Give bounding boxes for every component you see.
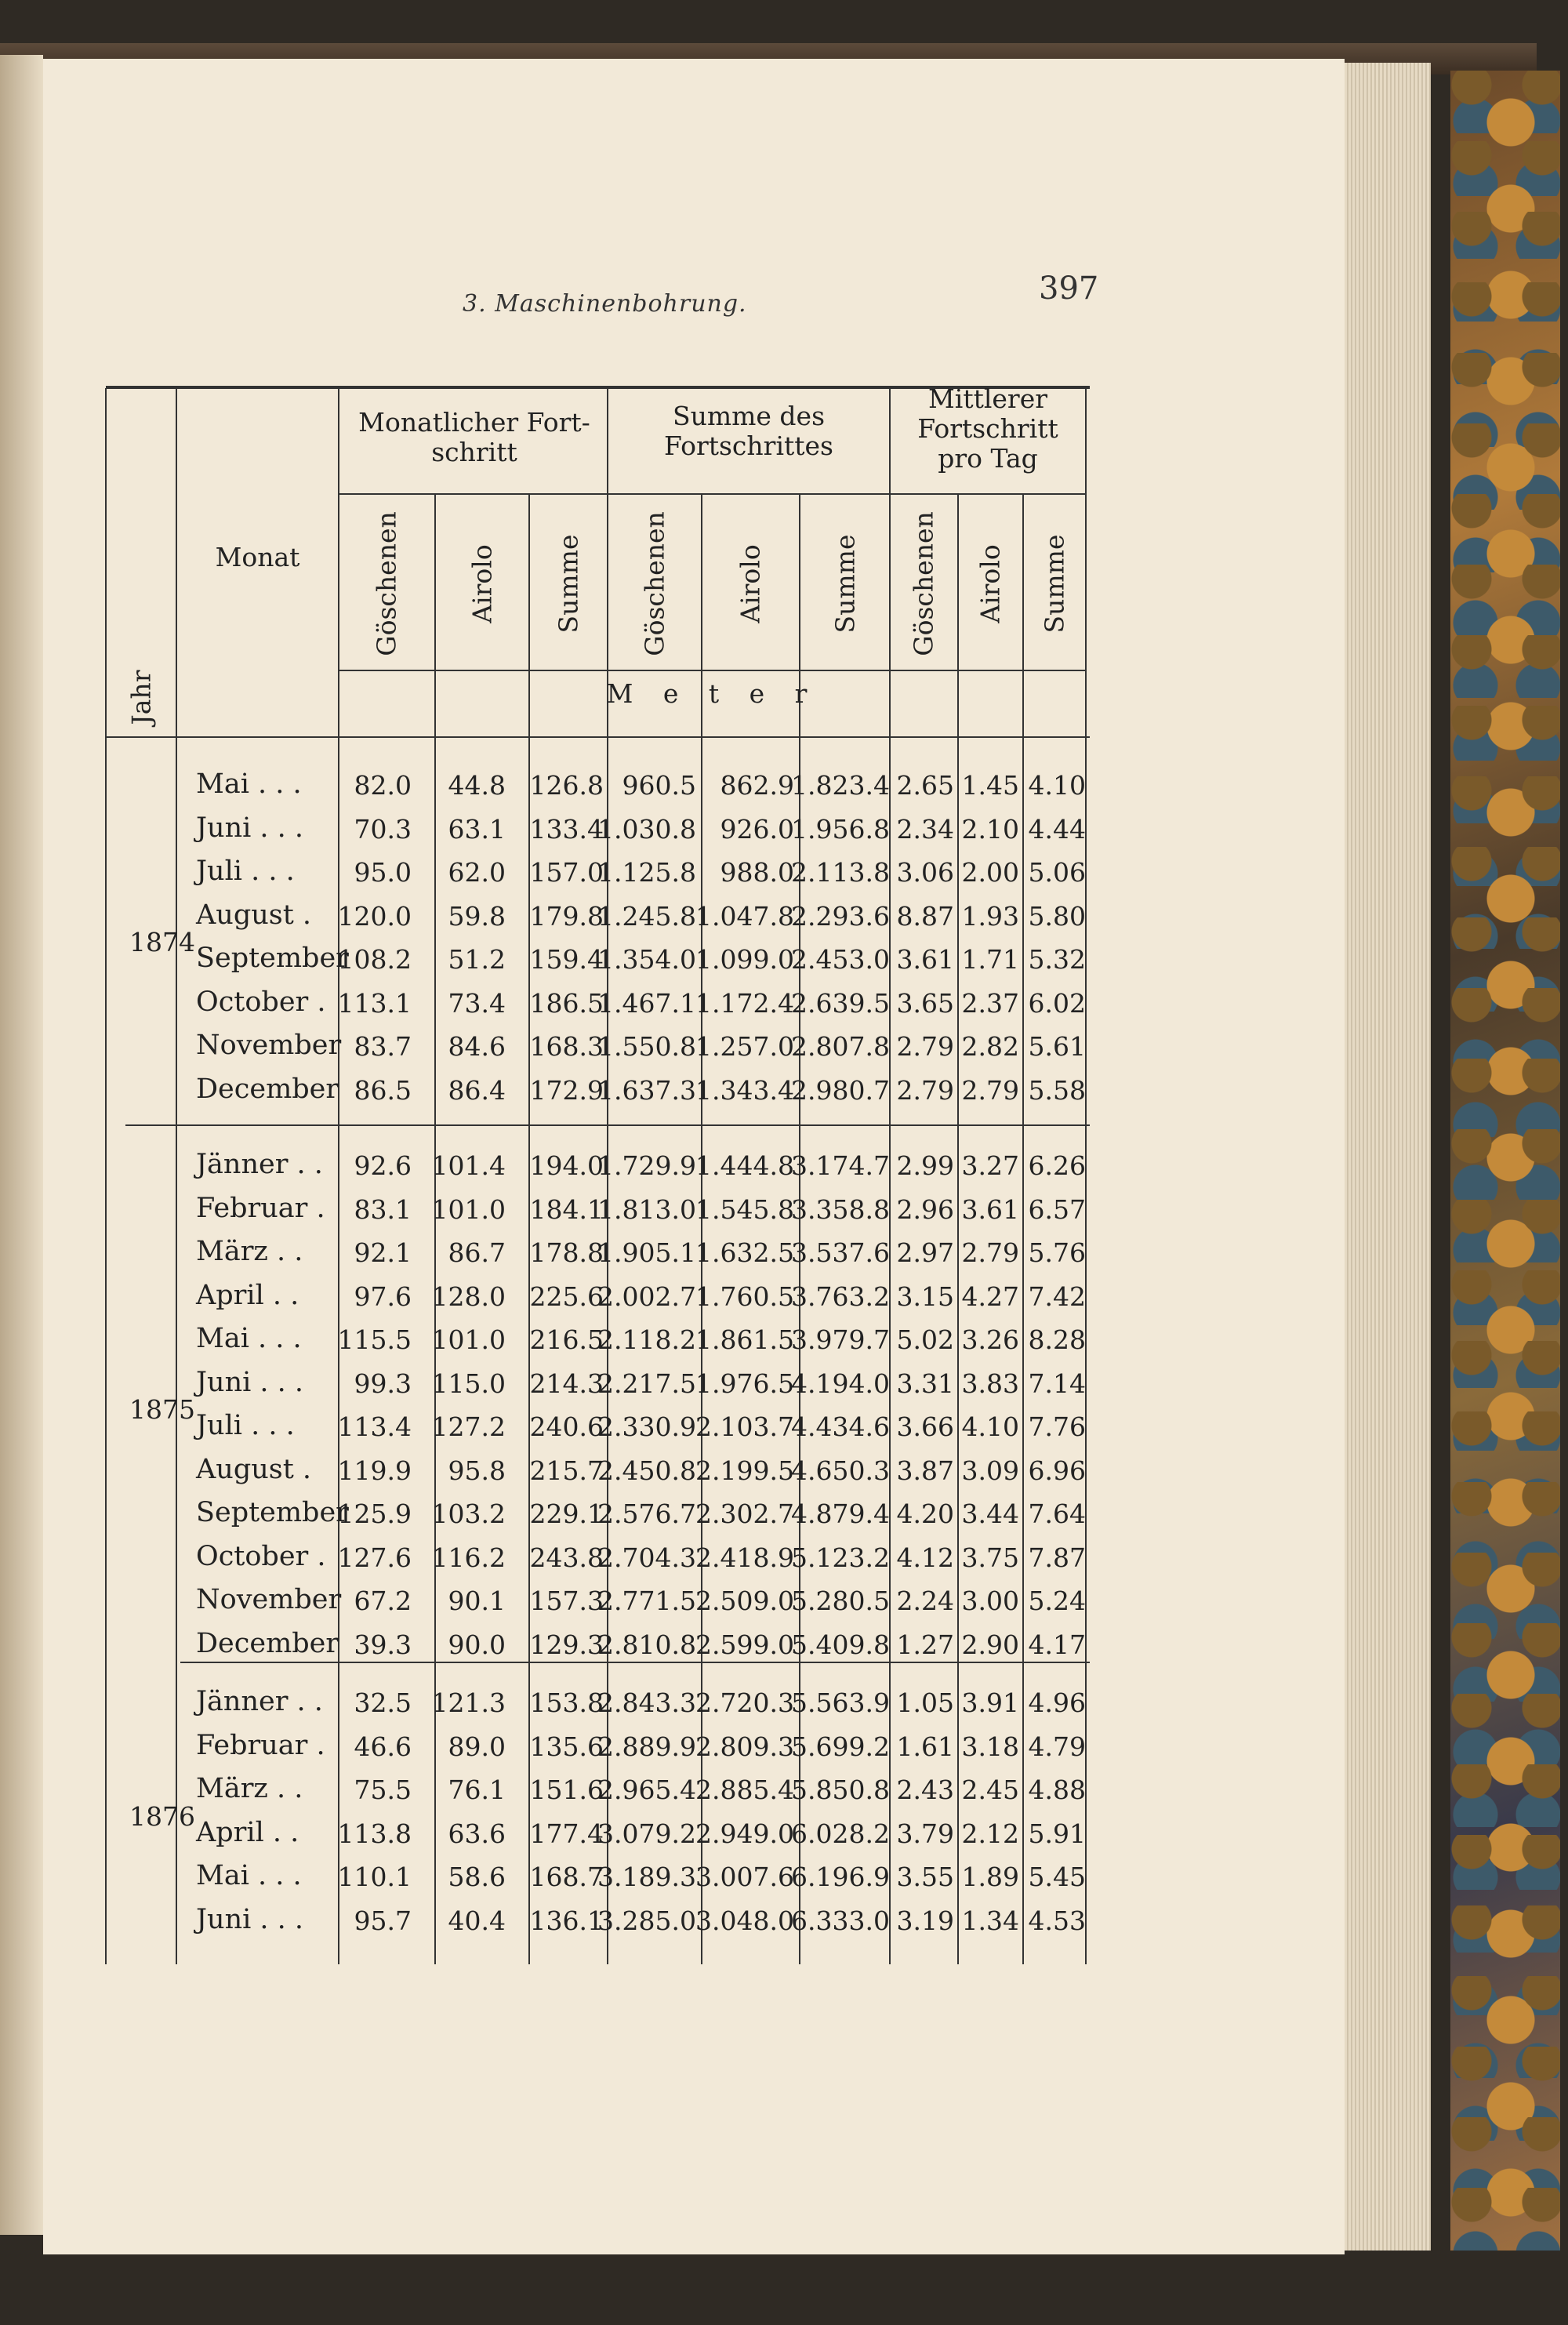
table-cell: 1.93 (961, 900, 1019, 932)
table-cell: 1.545.8 (695, 1193, 794, 1225)
table-cell: 2.79 (961, 1237, 1019, 1268)
table-cell: 7.76 (1028, 1411, 1086, 1442)
table-cell: 6.028.2 (791, 1818, 890, 1849)
table-cell: 5.76 (1028, 1237, 1086, 1268)
subheader-8: Summe (1039, 534, 1070, 634)
table-cell: 115.5 (337, 1324, 412, 1355)
table-cell: 926.0 (720, 813, 794, 845)
table-cell: 2.24 (896, 1586, 954, 1616)
table-cell: 1.637.3 (597, 1074, 696, 1106)
month-label: Februar . (196, 1729, 325, 1761)
table-cell: 2.639.5 (791, 987, 890, 1019)
table-cell: 4.10 (1028, 770, 1086, 801)
table-cell: 3.31 (896, 1368, 954, 1399)
subheader-3: Göschenen (639, 511, 670, 656)
table-cell: 127.6 (337, 1542, 412, 1573)
table-cell: 5.91 (1028, 1818, 1086, 1849)
table-cell: 103.2 (431, 1499, 506, 1529)
table-cell: 1.976.5 (695, 1368, 794, 1399)
table-cell: 2.807.8 (791, 1031, 890, 1062)
table-cell: 4.434.6 (791, 1411, 890, 1442)
table-cell: 2.34 (896, 813, 954, 845)
table-cell: 3.00 (961, 1586, 1019, 1616)
table-cell: 3.91 (961, 1687, 1019, 1718)
table-cell: 2.90 (961, 1629, 1019, 1660)
table-cell: 5.06 (1028, 857, 1086, 888)
table-cell: 4.27 (961, 1281, 1019, 1312)
table-cell: 229.1 (529, 1499, 604, 1529)
table-cell: 1.172.4 (695, 987, 794, 1019)
table-cell: 6.02 (1028, 987, 1086, 1019)
month-label: Juni . . . (196, 812, 304, 844)
table-cell: 1.047.8 (695, 900, 794, 932)
table-cell: 1.823.4 (791, 770, 890, 801)
table-cell: 4.12 (896, 1542, 954, 1573)
table-cell: 5.850.8 (791, 1775, 890, 1805)
table-cell: 1.760.5 (695, 1281, 794, 1312)
table-cell: 2.293.6 (791, 900, 890, 932)
table-cell: 2.576.7 (597, 1499, 696, 1529)
table-cell: 62.0 (448, 857, 506, 888)
table-cell: 86.4 (448, 1074, 506, 1106)
table-cell: 243.8 (529, 1542, 604, 1573)
table-cell: 1.05 (896, 1687, 954, 1718)
table-cell: 3.174.7 (791, 1150, 890, 1181)
table-cell: 3.079.2 (597, 1818, 696, 1849)
table-cell: 2.113.8 (791, 857, 890, 888)
table-cell: 4.20 (896, 1499, 954, 1529)
month-label: März . . (196, 1236, 303, 1267)
month-label: April . . (196, 1279, 299, 1311)
table-cell: 4.53 (1028, 1905, 1086, 1936)
month-label: December (196, 1627, 339, 1659)
table-cell: 3.18 (961, 1731, 1019, 1762)
table-cell: 4.96 (1028, 1687, 1086, 1718)
table-cell: 2.002.7 (597, 1281, 696, 1312)
table-cell: 7.14 (1028, 1368, 1086, 1399)
table-cell: 125.9 (337, 1499, 412, 1529)
table-cell: 5.32 (1028, 944, 1086, 975)
table-cell: 70.3 (354, 813, 412, 845)
table-cell: 7.42 (1028, 1281, 1086, 1312)
table-cell: 133.4 (529, 813, 604, 845)
table-cell: 32.5 (354, 1687, 412, 1718)
table-cell: 73.4 (448, 987, 506, 1019)
table-cell: 2.12 (961, 1818, 1019, 1849)
table-cell: 4.10 (961, 1411, 1019, 1442)
table-cell: 1.467.1 (597, 987, 696, 1019)
table-cell: 136.1 (529, 1905, 604, 1936)
table-cell: 86.5 (354, 1074, 412, 1106)
header-mittlerer-fortschritt: Mittlerer Fortschritt pro Tag (917, 383, 1058, 474)
table-cell: 86.7 (448, 1237, 506, 1268)
table-cell: 126.8 (529, 770, 604, 801)
table-cell: 1.905.1 (597, 1237, 696, 1268)
table-cell: 1.89 (961, 1862, 1019, 1892)
table-cell: 2.99 (896, 1150, 954, 1181)
table-cell: 4.79 (1028, 1731, 1086, 1762)
table-cell: 179.8 (529, 900, 604, 932)
table-cell: 2.453.0 (791, 944, 890, 975)
table-cell: 8.28 (1028, 1324, 1086, 1355)
table-cell: 4.879.4 (791, 1499, 890, 1529)
table-cell: 2.418.9 (695, 1542, 794, 1573)
table-cell: 5.409.8 (791, 1629, 890, 1660)
table-cell: 5.80 (1028, 900, 1086, 932)
table-cell: 2.97 (896, 1237, 954, 1268)
month-label: December (196, 1073, 339, 1105)
table-cell: 2.118.2 (597, 1324, 696, 1355)
table-cell: 168.3 (529, 1031, 604, 1062)
table-cell: 1.34 (961, 1905, 1019, 1936)
table-cell: 82.0 (354, 770, 412, 801)
month-label: Mai . . . (196, 1860, 302, 1891)
table-cell: 1.245.8 (597, 900, 696, 932)
table-cell: 153.8 (529, 1687, 604, 1718)
page-number: 397 (1039, 271, 1099, 307)
table-cell: 3.27 (961, 1150, 1019, 1181)
table-cell: 1.861.5 (695, 1324, 794, 1355)
table-cell: 3.189.3 (597, 1862, 696, 1892)
table-cell: 159.4 (529, 944, 604, 975)
table-cell: 95.0 (354, 857, 412, 888)
table-cell: 168.7 (529, 1862, 604, 1892)
table-cell: 3.55 (896, 1862, 954, 1892)
marbled-endpaper (1450, 71, 1560, 2251)
table-cell: 101.0 (431, 1324, 506, 1355)
table-cell: 2.45 (961, 1775, 1019, 1805)
table-cell: 5.24 (1028, 1586, 1086, 1616)
table-cell: 2.885.4 (695, 1775, 794, 1805)
table-cell: 75.5 (354, 1775, 412, 1805)
month-label: November (196, 1584, 342, 1615)
month-label: Juni . . . (196, 1903, 304, 1935)
table-cell: 1.550.8 (597, 1031, 696, 1062)
month-label: September (196, 1497, 349, 1528)
table-cell: 2.810.8 (597, 1629, 696, 1660)
table-cell: 2.103.7 (695, 1411, 794, 1442)
table-cell: 151.6 (529, 1775, 604, 1805)
month-label: September (196, 943, 349, 974)
month-label: März . . (196, 1773, 303, 1804)
table-cell: 3.44 (961, 1499, 1019, 1529)
table-cell: 83.1 (354, 1193, 412, 1225)
table-cell: 177.4 (529, 1818, 604, 1849)
table-cell: 2.79 (896, 1031, 954, 1062)
table-cell: 3.65 (896, 987, 954, 1019)
table-cell: 2.79 (961, 1074, 1019, 1106)
table-cell: 2.809.3 (695, 1731, 794, 1762)
table-cell: 862.9 (720, 770, 794, 801)
table-cell: 4.44 (1028, 813, 1086, 845)
table-cell: 2.217.5 (597, 1368, 696, 1399)
table-cell: 1.030.8 (597, 813, 696, 845)
table-cell: 5.699.2 (791, 1731, 890, 1762)
table-cell: 1.343.4 (695, 1074, 794, 1106)
page-edges (1337, 63, 1431, 2251)
table-cell: 110.1 (337, 1862, 412, 1892)
table-cell: 3.61 (896, 944, 954, 975)
table-cell: 1.45 (961, 770, 1019, 801)
table-cell: 6.333.0 (791, 1905, 890, 1936)
left-page-edge (0, 55, 43, 2235)
table-cell: 113.4 (337, 1411, 412, 1442)
table-cell: 2.96 (896, 1193, 954, 1225)
table-cell: 5.563.9 (791, 1687, 890, 1718)
table-cell: 2.965.4 (597, 1775, 696, 1805)
table-cell: 127.2 (431, 1411, 506, 1442)
table-cell: 3.61 (961, 1193, 1019, 1225)
table-cell: 1.813.0 (597, 1193, 696, 1225)
table-cell: 1.099.0 (695, 944, 794, 975)
table-cell: 1.61 (896, 1731, 954, 1762)
table-cell: 2.509.0 (695, 1586, 794, 1616)
table-cell: 2.843.3 (597, 1687, 696, 1718)
table-cell: 2.302.7 (695, 1499, 794, 1529)
table-cell: 115.0 (431, 1368, 506, 1399)
table-cell: 157.3 (529, 1586, 604, 1616)
table-cell: 5.123.2 (791, 1542, 890, 1573)
table-cell: 7.64 (1028, 1499, 1086, 1529)
table-cell: 7.87 (1028, 1542, 1086, 1573)
table-cell: 116.2 (431, 1542, 506, 1573)
table-cell: 4.88 (1028, 1775, 1086, 1805)
table-cell: 95.8 (448, 1455, 506, 1486)
table-cell: 2.65 (896, 770, 954, 801)
month-label: Juni . . . (196, 1366, 304, 1398)
table-cell: 6.57 (1028, 1193, 1086, 1225)
table-cell: 2.79 (896, 1074, 954, 1106)
year-label: 1876 (129, 1800, 195, 1832)
table-cell: 2.330.9 (597, 1411, 696, 1442)
table-cell: 1.257.0 (695, 1031, 794, 1062)
table-cell: 2.10 (961, 813, 1019, 845)
table-cell: 214.3 (529, 1368, 604, 1399)
table-cell: 2.889.9 (597, 1731, 696, 1762)
table-cell: 3.979.7 (791, 1324, 890, 1355)
table-cell: 76.1 (448, 1775, 506, 1805)
table-cell: 157.0 (529, 857, 604, 888)
header-summe-des-fortschrittes: Summe des Fortschrittes (664, 401, 833, 461)
table-cell: 172.9 (529, 1074, 604, 1106)
table-cell: 63.1 (448, 813, 506, 845)
table-cell: 1.729.9 (597, 1150, 696, 1181)
table-cell: 67.2 (354, 1586, 412, 1616)
table-cell: 3.007.6 (695, 1862, 794, 1892)
table-cell: 6.26 (1028, 1150, 1086, 1181)
month-label: August . (196, 899, 312, 931)
table-cell: 1.354.0 (597, 944, 696, 975)
month-label: Jänner . . (196, 1686, 323, 1717)
table-cell: 8.87 (896, 900, 954, 932)
table-cell: 2.37 (961, 987, 1019, 1019)
table-cell: 1.632.5 (695, 1237, 794, 1268)
table-cell: 83.7 (354, 1031, 412, 1062)
table-cell: 97.6 (354, 1281, 412, 1312)
table-cell: 95.7 (354, 1905, 412, 1936)
table-cell: 63.6 (448, 1818, 506, 1849)
table-cell: 90.0 (448, 1629, 506, 1660)
month-label: Juli . . . (196, 856, 295, 887)
month-label: October . (196, 1540, 326, 1572)
table-cell: 3.048.0 (695, 1905, 794, 1936)
table-cell: 129.3 (529, 1629, 604, 1660)
table-cell: 135.6 (529, 1731, 604, 1762)
subheader-6: Göschenen (908, 511, 939, 656)
subheader-5: Summe (829, 534, 861, 634)
table-cell: 3.83 (961, 1368, 1019, 1399)
table-cell: 3.75 (961, 1542, 1019, 1573)
month-label: October . (196, 986, 326, 1018)
table-cell: 2.43 (896, 1775, 954, 1805)
month-label: Juli . . . (196, 1410, 295, 1441)
table-cell: 194.0 (529, 1150, 604, 1181)
header-unit-meter: M e t e r (606, 678, 818, 709)
table-cell: 2.599.0 (695, 1629, 794, 1660)
table-cell: 215.7 (529, 1455, 604, 1486)
table-cell: 3.537.6 (791, 1237, 890, 1268)
table-cell: 3.09 (961, 1455, 1019, 1486)
table-cell: 101.4 (431, 1150, 506, 1181)
table-cell: 3.15 (896, 1281, 954, 1312)
table-cell: 113.1 (337, 987, 412, 1019)
table-cell: 2.82 (961, 1031, 1019, 1062)
table-cell: 3.66 (896, 1411, 954, 1442)
table-cell: 51.2 (448, 944, 506, 975)
table-cell: 6.96 (1028, 1455, 1086, 1486)
subheader-7: Airolo (975, 544, 1006, 623)
table-cell: 2.771.5 (597, 1586, 696, 1616)
table-cell: 3.763.2 (791, 1281, 890, 1312)
table-cell: 3.79 (896, 1818, 954, 1849)
table-cell: 89.0 (448, 1731, 506, 1762)
running-head: 3. Maschinenbohrung. (463, 290, 747, 318)
table-cell: 92.6 (354, 1150, 412, 1181)
table-cell: 120.0 (337, 900, 412, 932)
table-cell: 1.956.8 (791, 813, 890, 845)
table-cell: 5.280.5 (791, 1586, 890, 1616)
table-cell: 90.1 (448, 1586, 506, 1616)
table-cell: 2.949.0 (695, 1818, 794, 1849)
table-cell: 113.8 (337, 1818, 412, 1849)
year-label: 1875 (129, 1394, 195, 1425)
table-cell: 1.444.8 (695, 1150, 794, 1181)
table-cell: 988.0 (720, 857, 794, 888)
table-cell: 3.26 (961, 1324, 1019, 1355)
table-cell: 960.5 (622, 770, 696, 801)
table-cell: 3.285.0 (597, 1905, 696, 1936)
header-monatlicher-fortschritt: Monatlicher Fort- schritt (358, 407, 590, 467)
subheader-1: Airolo (466, 544, 498, 623)
month-label: August . (196, 1453, 312, 1485)
table-cell: 92.1 (354, 1237, 412, 1268)
table-cell: 3.87 (896, 1455, 954, 1486)
table-cell: 2.980.7 (791, 1074, 890, 1106)
table-cell: 84.6 (448, 1031, 506, 1062)
table-cell: 39.3 (354, 1629, 412, 1660)
table-cell: 184.1 (529, 1193, 604, 1225)
table-cell: 101.0 (431, 1193, 506, 1225)
table-cell: 2.450.8 (597, 1455, 696, 1486)
table-cell: 59.8 (448, 900, 506, 932)
table-cell: 3.06 (896, 857, 954, 888)
table-cell: 216.5 (529, 1324, 604, 1355)
header-monat: Monat (215, 542, 300, 572)
table-cell: 2.00 (961, 857, 1019, 888)
subheader-2: Summe (553, 534, 584, 634)
table-cell: 1.125.8 (597, 857, 696, 888)
table-cell: 4.194.0 (791, 1368, 890, 1399)
table-cell: 5.02 (896, 1324, 954, 1355)
table-cell: 1.71 (961, 944, 1019, 975)
month-label: Mai . . . (196, 1323, 302, 1354)
table-cell: 128.0 (431, 1281, 506, 1312)
table-cell: 1.27 (896, 1629, 954, 1660)
table-cell: 2.704.3 (597, 1542, 696, 1573)
table-cell: 240.6 (529, 1411, 604, 1442)
table-cell: 178.8 (529, 1237, 604, 1268)
month-label: November (196, 1030, 342, 1061)
table-cell: 46.6 (354, 1731, 412, 1762)
table-cell: 3.19 (896, 1905, 954, 1936)
table-cell: 40.4 (448, 1905, 506, 1936)
table-cell: 5.61 (1028, 1031, 1086, 1062)
subheader-0: Göschenen (371, 511, 402, 656)
month-label: Februar . (196, 1192, 325, 1224)
table-cell: 99.3 (354, 1368, 412, 1399)
table-cell: 5.45 (1028, 1862, 1086, 1892)
month-label: Mai . . . (196, 768, 302, 800)
subheader-4: Airolo (735, 544, 766, 623)
table-cell: 3.358.8 (791, 1193, 890, 1225)
table-cell: 44.8 (448, 770, 506, 801)
table-cell: 5.58 (1028, 1074, 1086, 1106)
month-label: Jänner . . (196, 1149, 323, 1180)
table-cell: 2.199.5 (695, 1455, 794, 1486)
table-cell: 6.196.9 (791, 1862, 890, 1892)
table-cell: 4.17 (1028, 1629, 1086, 1660)
table-cell: 186.5 (529, 987, 604, 1019)
table-cell: 2.720.3 (695, 1687, 794, 1718)
table-cell: 58.6 (448, 1862, 506, 1892)
table-cell: 225.6 (529, 1281, 604, 1312)
table-cell: 121.3 (431, 1687, 506, 1718)
year-label: 1874 (129, 927, 195, 957)
table-cell: 4.650.3 (791, 1455, 890, 1486)
table-cell: 108.2 (337, 944, 412, 975)
header-jahr: Jahr (125, 670, 157, 725)
table-cell: 119.9 (337, 1455, 412, 1486)
month-label: April . . (196, 1816, 299, 1848)
